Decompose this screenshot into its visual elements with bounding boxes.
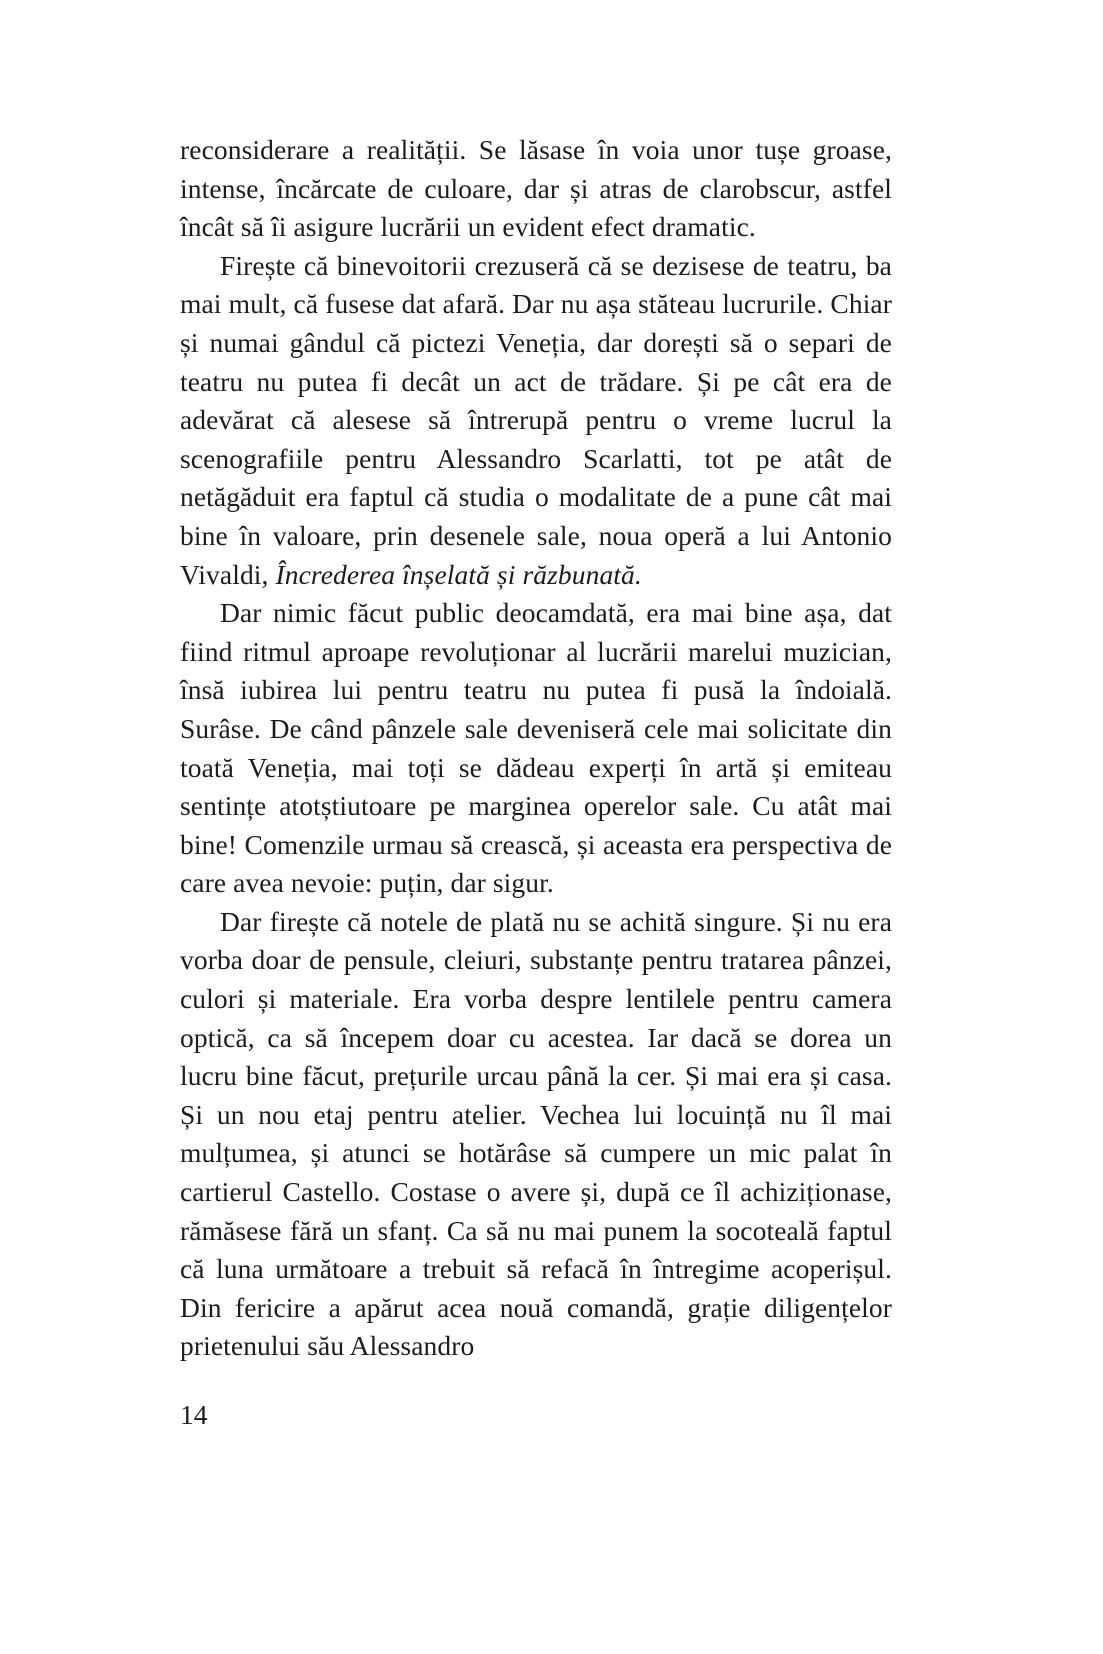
paragraph [180,247,892,594]
page-number: 14 [180,1399,208,1430]
paragraph-text: Firește că binevoitorii crezuseră că se dezisese de teatru, ba mai mult, că fusese dat afară. Dar nu așa stăteau lucrurile. Chiar și numai gândul că pictezi Veneția, dar dorești să o separi de teatru nu putea fi decât un act de trădare. Și pe cât era de adevărat că alesese să întrerupă pentru o vreme lucrul la scenografiile pentru Alessandro Scarlatti, tot pe atât de netăgăduit era faptul că studia o modalitate de a pune cât mai bine în valoare, prin desenele sale, noua operă a lui Antonio Vivaldi, [180,249,892,590]
text-column [180,131,892,1366]
paragraph [180,903,892,1366]
book-title-italic: Încrederea înșelată și răzbunată. [275,558,642,590]
paragraph-text: reconsiderare a realității. Se lăsase în voia unor tușe groase, intense, încărcate de culoare, dar și atras de clarobscur, astfel încât să îi asigure lucrării un evident efect dramatic. [180,134,892,243]
paragraph-text: Dar firește că notele de plată nu se achită singure. Și nu era vorba doar de pensule, cleiuri, substanțe pentru tratarea pânzei, culori și materiale. Era vorba despre lentilele pentru camera optică, ca să începem doar cu acestea. Iar dacă se dorea un lucru bine făcut, prețurile urcau până la cer. Și mai era și casa. Și un nou etaj pentru atelier. Vechea lui locuință nu îl mai mulțumea, și atunci se hotărâse să cumpere un mic palat în cartierul Castello. Costase o avere și, după ce îl achiziționase, rămăsese fără un sfanț. Ca să nu mai punem la socoteală faptul că luna următoare a trebuit să refacă în întregime acoperișul. Din fericire a apărut acea nouă comandă, grație diligențelor prietenului său Alessandro [180,905,892,1362]
paragraph [180,594,892,903]
paragraph-text: Dar nimic făcut public deocamdată, era mai bine așa, dat fiind ritmul aproape revoluționar al lucrării marelui muzician, însă iubirea lui pentru teatru nu putea fi pusă la îndoială. Surâse. De când pânzele sale deveniseră cele mai solicitate din toată Veneția, mai toți se dădeau experți în artă și emiteau sentințe atotștiutoare pe marginea operelor sale. Cu atât mai bine! Comenzile urmau să crească, și aceasta era perspectiva de care avea nevoie: puțin, dar sigur. [180,597,892,899]
paragraph [180,131,892,247]
